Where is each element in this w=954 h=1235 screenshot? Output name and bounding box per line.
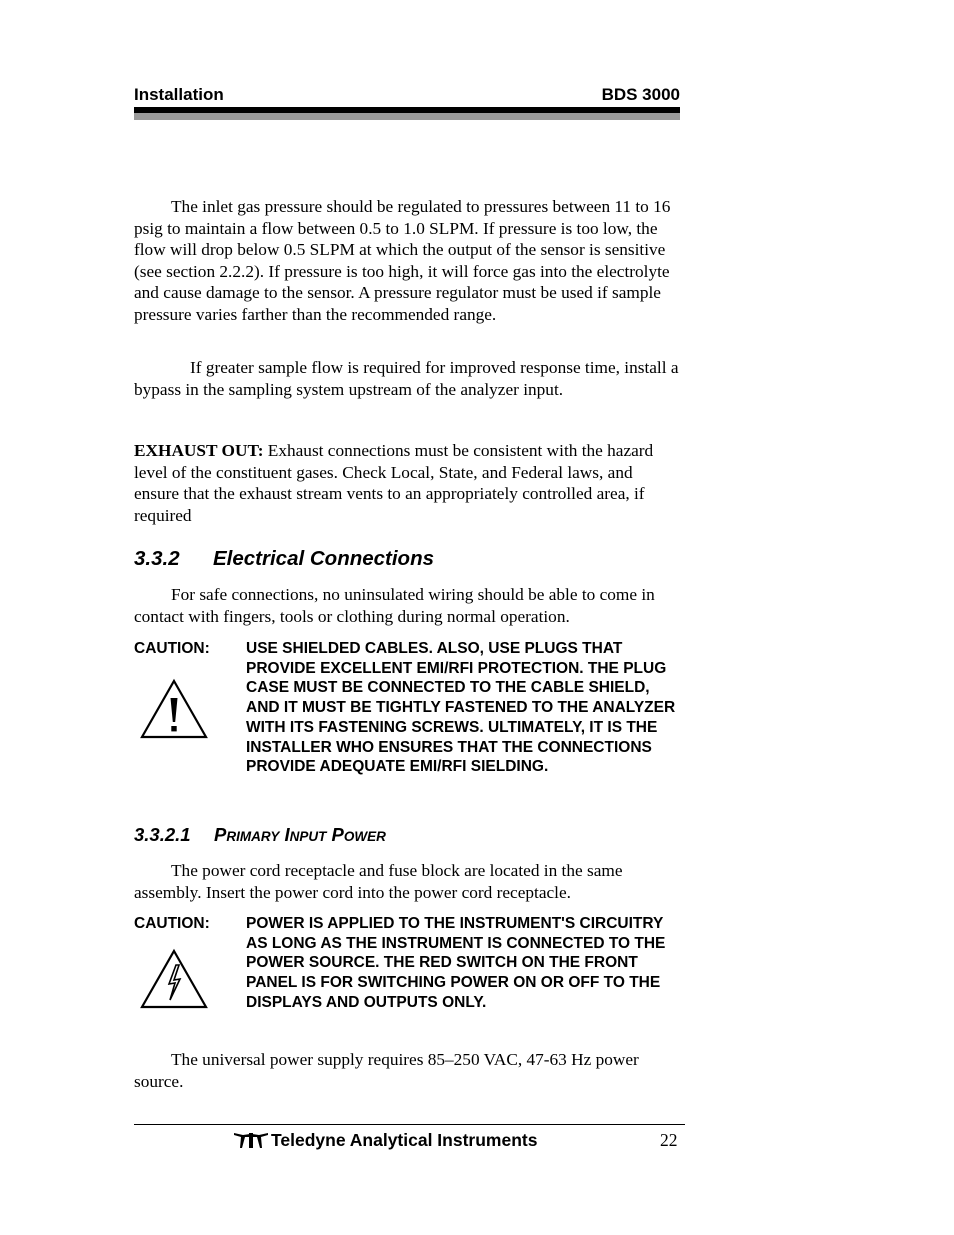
caution-label-1: CAUTION:	[134, 640, 210, 657]
subsection-number: 3.3.2.1	[134, 824, 191, 845]
running-header	[134, 85, 680, 107]
header-product-name: BDS 3000	[601, 85, 680, 104]
section-title: Electrical Connections	[213, 547, 435, 570]
paragraph-power-supply: The universal power supply requires 85–250 VAC, 47-63 Hz power source.	[134, 1050, 639, 1091]
warning-triangle-icon	[139, 678, 209, 740]
paragraph-bypass: If greater sample flow is required for improved response time, install a bypass in the sampling system upstream of the analyzer input.	[134, 358, 679, 399]
footer-rule	[134, 1124, 685, 1125]
header-rule-gray	[134, 113, 680, 120]
caution-text-2: POWER IS APPLIED TO THE INSTRUMENT'S CIRCUITRY AS LONG AS THE INSTRUMENT IS CONNECTED TO THE POWER SOURCE. THE RED SWITCH ON THE FRONT PANEL IS FOR SWITCHING POWER ON OR OFF TO THE DISPLAYS AND OUTPUTS ONLY.	[246, 915, 666, 1011]
paragraph-inlet-pressure: The inlet gas pressure should be regulated to pressures between 11 to 16 psig to maintain a flow between 0.5 to 1.0 SLPM. If pressure is too low, the flow will drop below 0.5 SLPM at which the output of the sensor is sensitive (see section 2.2.2). If pressure is too high, it will force gas into the electrolyte and cause damage to the sensor. A pressure regulator must be used if sample pressure varies farther than the recommended range.	[134, 197, 671, 324]
paragraph-power-cord: The power cord receptacle and fuse block are located in the same assembly. Insert the power cord into the power cord receptacle.	[134, 861, 623, 902]
electrical-hazard-icon	[139, 948, 209, 1010]
page-number: 22	[660, 1130, 678, 1150]
caution-label-2: CAUTION:	[134, 915, 210, 932]
subsection-heading: 3.3.2.1 PRIMARY INPUT POWER	[134, 824, 386, 845]
paragraph-exhaust	[134, 440, 682, 526]
exhaust-text: Exhaust connections must be consistent with the hazard level of the constituent gases. Check Local, State, and Federal laws, and ensure that the exhaust stream vents to an appropriately controlled area, if required	[134, 441, 654, 525]
caution-text-1: USE SHIELDED CABLES. ALSO, USE PLUGS THAT PROVIDE EXCELLENT EMI/RFI PROTECTION. THE PLUG CASE MUST BE CONNECTED TO THE CABLE SHIELD, AND IT MUST BE TIGHTLY FASTENED TO THE ANALYZER WITH ITS FASTENING SCREWS. ULTIMATELY, IT IS THE INSTALLER WHO ENSURES THAT THE CONNECTIONS PROVIDE ADEQUATE EMI/RFI SIELDING.	[246, 640, 676, 776]
paragraph-safe-connections: For safe connections, no uninsulated wiring should be able to come in contact with fingers, tools or clothing during normal operation.	[134, 585, 655, 626]
exhaust-label: EXHAUST OUT:	[134, 441, 264, 460]
section-heading	[134, 547, 434, 571]
header-section-title: Installation	[134, 85, 224, 104]
teledyne-logo-icon	[233, 1131, 269, 1151]
section-number: 3.3.2	[134, 547, 180, 570]
footer-company-name: Teledyne Analytical Instruments	[271, 1130, 538, 1150]
